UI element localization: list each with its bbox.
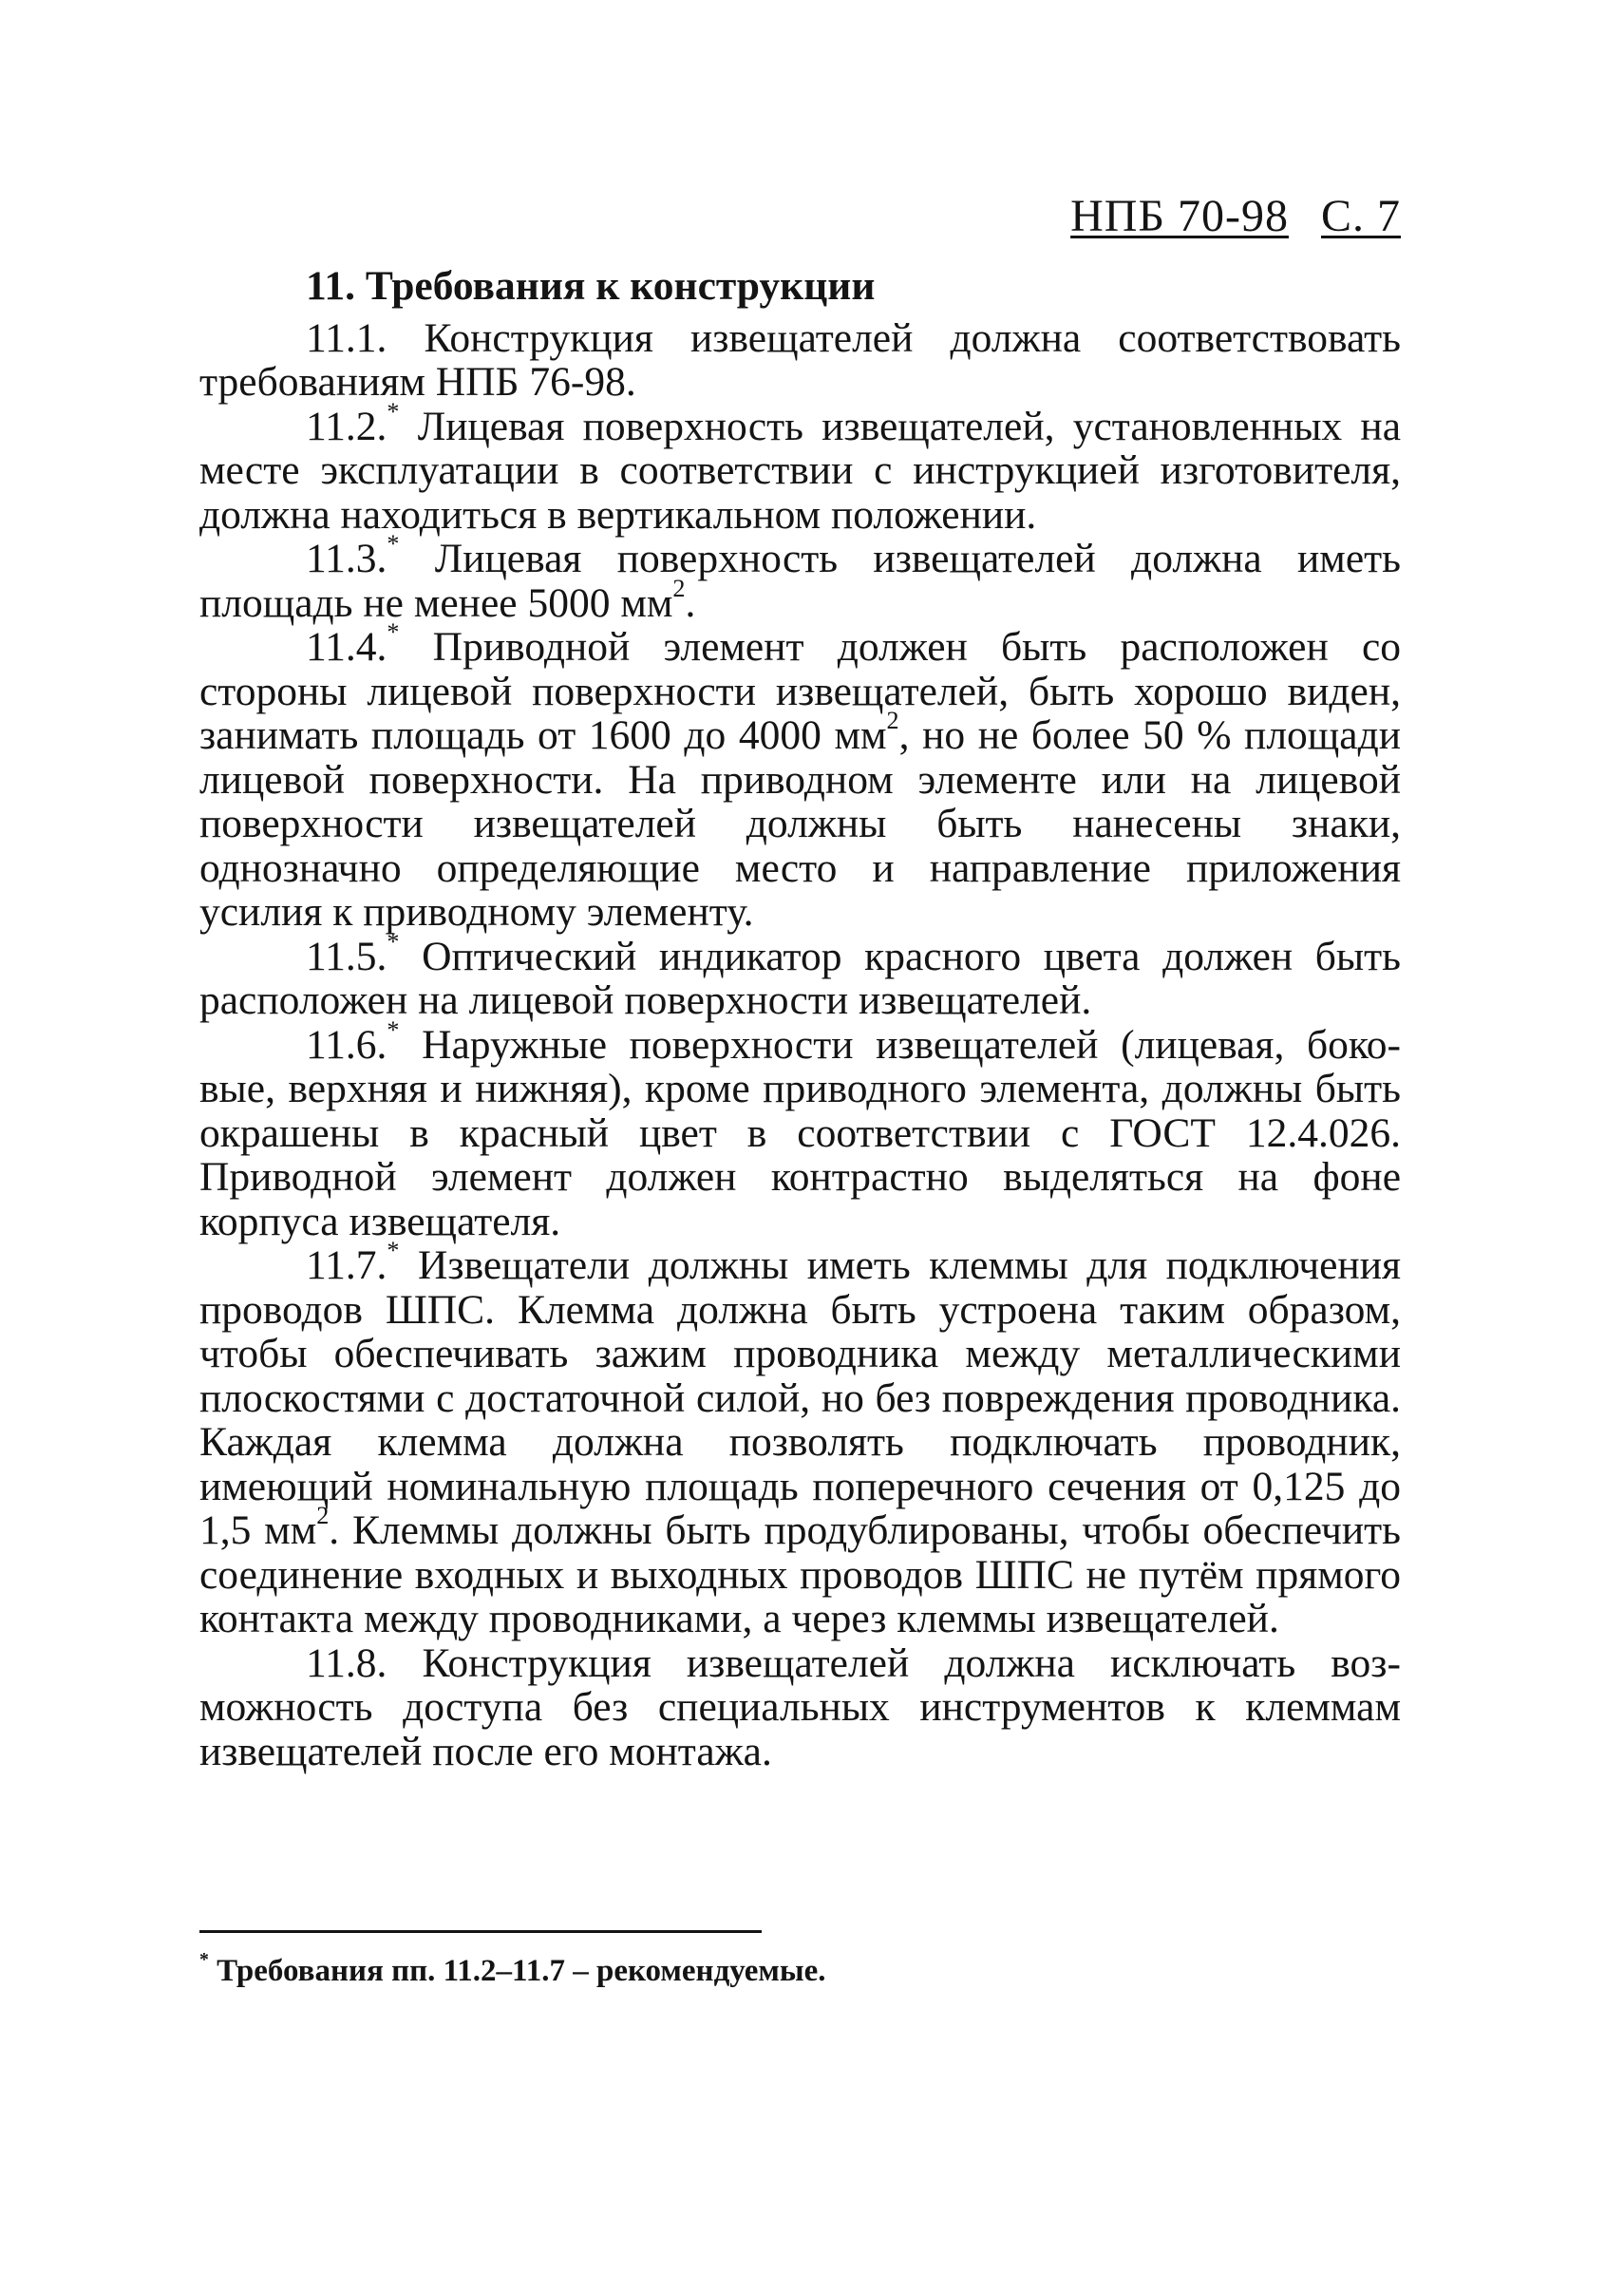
paragraph-11-1 bbox=[199, 316, 1401, 405]
paragraph-number: 11.7. bbox=[306, 1242, 387, 1288]
paragraph-11-3 bbox=[199, 530, 1401, 626]
paragraph-text: Конструкция извещателей должна соответствовать требованиям НПБ 76-98. bbox=[199, 314, 1401, 405]
unit-exponent: 2 bbox=[672, 574, 686, 602]
footnote-text: Требования пп. 11.2–11.7 – рекомендуемые. bbox=[217, 1954, 826, 1988]
paragraph-number: 11.1. bbox=[306, 314, 387, 361]
paragraph-tail: . bbox=[685, 579, 696, 626]
unit-exponent: 2 bbox=[316, 1502, 330, 1530]
paragraph-number: 11.4. bbox=[306, 624, 387, 670]
paragraph-11-8 bbox=[199, 1641, 1401, 1774]
paragraph-number: 11.5. bbox=[306, 933, 387, 979]
document-body bbox=[199, 264, 1401, 1773]
paragraph-tail: , но не более 50 % площади лицевой поверхности. На приводном элементе или на лицевой поверхности извещателей должны быть нанесены знаки, однозначно определяющие место и направление приложения усилия к приводному элементу. bbox=[199, 712, 1401, 935]
paragraph-text: Лицевая поверхность извещателей должна иметь площадь не менее 5000 мм bbox=[199, 536, 1401, 626]
paragraph-tail: . Клеммы должны быть продублированы, чтобы обеспечить соединение входных и выходных проводов ШПС не путём прямого контакта между проводниками, а через клеммы извещателей. bbox=[199, 1507, 1401, 1641]
page-header bbox=[1070, 190, 1401, 242]
page-number: С. 7 bbox=[1320, 191, 1401, 241]
recommended-mark: * bbox=[387, 618, 400, 647]
paragraph-number: 11.2. bbox=[306, 403, 387, 449]
recommended-mark: * bbox=[387, 1237, 400, 1265]
paragraph-number: 11.3. bbox=[306, 536, 387, 581]
recommended-mark: * bbox=[387, 927, 400, 956]
document-code: НПБ 70-98 bbox=[1070, 191, 1289, 241]
paragraph-number: 11.8. bbox=[306, 1639, 387, 1686]
paragraph-11-5 bbox=[199, 927, 1401, 1023]
paragraph-text: Приводной элемент должен быть расположен со стороны лицевой поверхности извещателей, быть хорошо виден, занимать площадь от 1600 до 4000 мм bbox=[199, 624, 1401, 758]
unit-exponent: 2 bbox=[886, 707, 899, 735]
paragraph-text: Оптический индикатор красного цвета должен быть расположен на лицевой поверхности извещателей. bbox=[199, 933, 1401, 1023]
recommended-mark: * bbox=[387, 397, 400, 426]
section-title: 11. Требования к конструкции bbox=[306, 263, 876, 309]
paragraph-text: Конструкция извещателей должна исключать возможность доступа без специальных инструментов к клеммам извещателей после его монтажа. bbox=[199, 1639, 1401, 1774]
recommended-mark: * bbox=[387, 1015, 400, 1044]
paragraph-number: 11.6. bbox=[306, 1021, 387, 1068]
paragraph-text: Наружные поверхности извещателей (лицевая, боковые, верхняя и нижняя), кроме приводного элемента, должны быть окрашены в красный цвет в соответствии с ГОСТ 12.4.026. Приводной элемент должен контрастно выделяться на фоне корпуса извещателя. bbox=[199, 1021, 1402, 1244]
footnote bbox=[199, 1949, 826, 1989]
paragraph-11-6 bbox=[199, 1015, 1402, 1244]
footnote-divider bbox=[199, 1930, 762, 1933]
paragraph-text: Извещатели должны иметь клеммы для подключения проводов ШПС. Клемма должна быть устроена таким образом, чтобы обеспечивать зажим проводника между металлическими плоскостями с достаточной силой, но без повреждения проводника. Каждая клемма должна позволять подключать проводник, имеющий номинальную площадь поперечного сечения от 0,125 до 1,5 мм bbox=[199, 1242, 1401, 1553]
paragraph-11-2 bbox=[199, 397, 1402, 538]
paragraph-11-4 bbox=[199, 618, 1401, 935]
paragraph-text: Лицевая поверхность извещателей, установленных на месте эксплуатации в соответствии с инструкцией изготовителя, должна находиться в вертикальном положении. bbox=[199, 403, 1402, 538]
paragraph-11-7 bbox=[199, 1237, 1401, 1641]
recommended-mark: * bbox=[387, 530, 400, 559]
footnote-mark: * bbox=[199, 1949, 209, 1971]
